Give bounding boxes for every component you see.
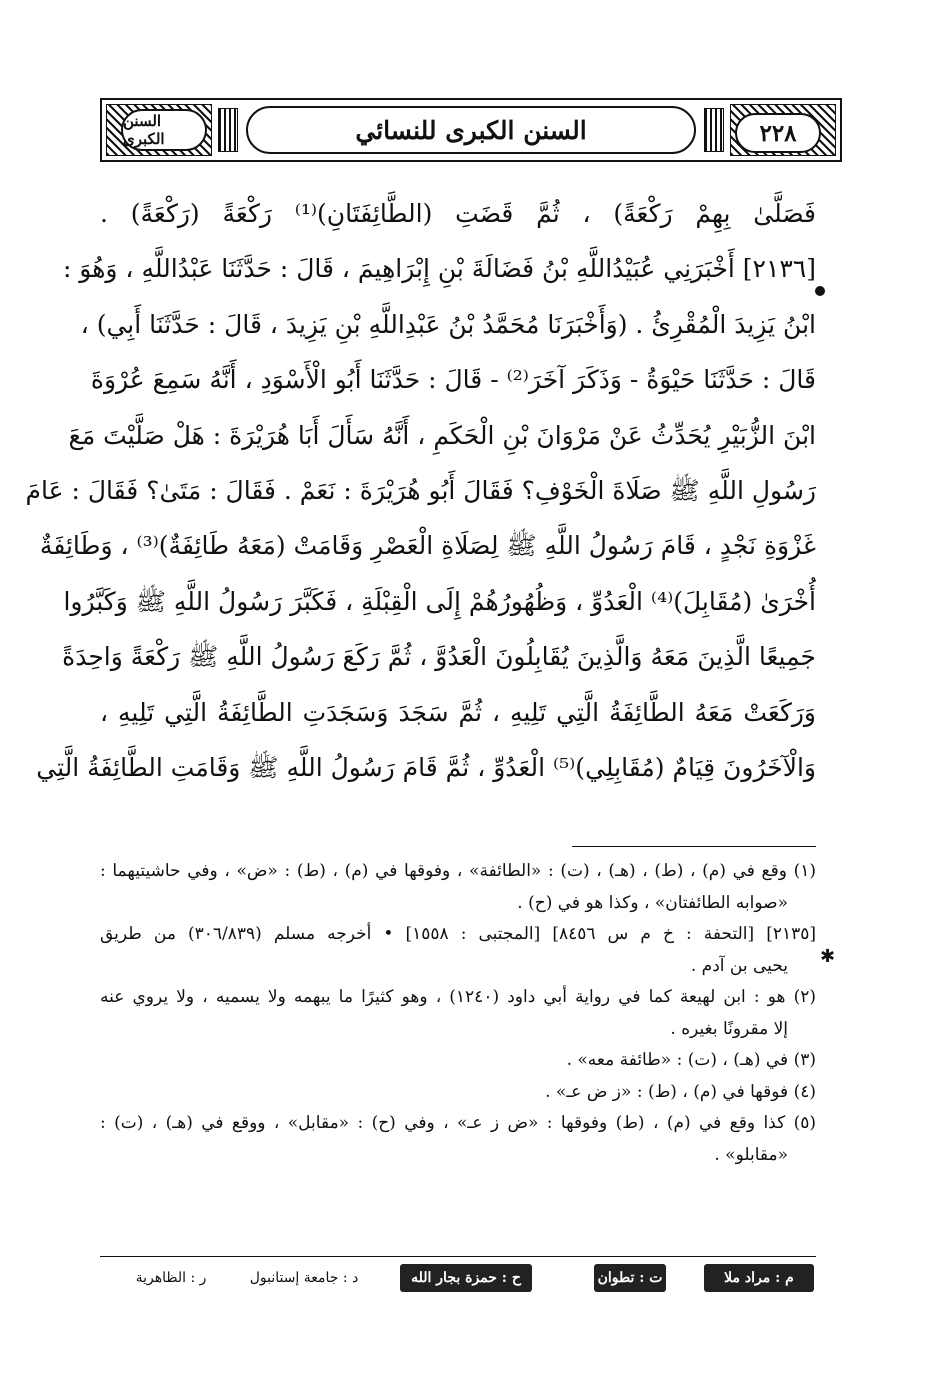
book-logo: السنن الكبرى [121,109,207,151]
text-line: قَالَ : حَدَّثَنَا حَيْوَةُ - وَذَكَرَ آخَرَ⁽²⁾ - قَالَ : حَدَّثَنَا أَبُو الْأَسْوَدِ ، أَنَّهُ سَمِعَ عُرْوَةَ [90,365,816,395]
text-line: غَزْوَةِ نَجْدٍ ، قَامَ رَسُولُ اللَّهِ ﷺ لِصَلَاةِ الْعَصْرِ وَقَامَتْ (مَعَهُ طَائِفَةٌ)⁽³⁾ ، وَطَائِفَةٌ [39,531,816,561]
sigla-tag: ح : حمزة بجار الله [400,1264,532,1292]
sigla-separator [100,1256,816,1257]
footnote-line: (٥) كذا وقع في (م) ، (ط) وفوقها : «ض ز عـ» ، وفي (ح) : «مقابل» ، ووقع في (هـ) ، (ت) : [100,1113,816,1133]
text-line: فَصَلَّىٰ بِهِمْ رَكْعَةً) ، ثُمَّ قَضَتِ (الطَّائِفَتَانِ)⁽¹⁾ رَكْعَةً (رَكْعَةً) . [100,199,817,228]
text-line: [٢١٣٦] أَخْبَرَنِي عُبَيْدُاللَّهِ بْنُ فَضَالَةَ بْنِ إِبْرَاهِيمَ ، قَالَ : حَدَّثَنَا عَبْدُاللَّهِ ، وَهُوَ : [62,254,816,284]
footnote-line: (٤) فوقها في (م) ، (ط) : «ز ض عـ» . [545,1081,816,1102]
footnote-line: «صوابه الطائفتان» ، وكذا هو في (ح) . [517,892,788,913]
hadith-bullet [815,286,825,296]
footnote-line: (٢) هو : ابن لهيعة كما في رواية أبي داود (١٢٤٠) ، وهو كثيرًا ما يبهمه ولا يسميه ، ولا يروي عنه [100,987,816,1007]
asterisk-icon: ✱ [820,946,836,967]
footnote-line: يحيى بن آدم . [690,955,788,976]
text-line: رَسُولِ اللَّهِ ﷺ صَلَاةَ الْخَوْفِ؟ فَقَالَ أَبُو هُرَيْرَةَ : نَعَمْ . فَقَالَ : مَتَىٰ؟ فَقَالَ : عَامَ [25,475,816,505]
running-title: السنن الكبرى للنسائي [246,106,696,154]
page-number: ٢٢٨ [735,113,821,153]
text-line: جَمِيعًا الَّذِينَ مَعَهُ وَالَّذِينَ يُقَابِلُونَ الْعَدُوَّ ، ثُمَّ رَكَعَ رَسُولُ اللَّهِ ﷺ رَكْعَةً وَاحِدَةً [62,642,816,672]
sigla-tag: ت : تطوان [594,1264,666,1292]
sigla-tag: م : مراد ملا [704,1264,814,1292]
footnote-line: (١) وقع في (م) ، (ط) ، (هـ) ، (ت) : «الطائفة» ، وفوقها في (م) ، (ط) : «ض» ، وفي حاشيتيهما : [100,861,816,881]
header-ornament-right [730,104,836,156]
page-header [100,98,842,162]
main-text [25,186,817,795]
footnote-line: إلا مقرونًا بغيره . [670,1018,788,1039]
sigla-tag: د : جامعة إستانبول [249,1270,359,1286]
header-ornament-left [106,104,212,156]
text-line: ابْنَ الزُّبَيْرِ يُحَدِّثُ عَنْ مَرْوَانَ بْنِ الْحَكَمِ ، أَنَّهُ سَأَلَ أَبَا هُرَيْرَةَ : هَلْ صَلَّيْتَ مَعَ [68,420,816,450]
footnote-separator [572,846,816,847]
text-line: أُخْرَىٰ (مُقَابِلَ)⁽⁴⁾ الْعَدُوِّ ، وَظُهُورُهُمْ إِلَى الْقِبْلَةِ ، فَكَبَّرَ رَسُولُ اللَّهِ ﷺ وَكَبَّرُوا [63,586,816,616]
text-line: وَرَكَعَتْ مَعَهُ الطَّائِفَةُ الَّتِي تَلِيهِ ، ثُمَّ سَجَدَ وَسَجَدَتِ الطَّائِفَةُ الَّتِي تَلِيهِ ، [100,697,816,727]
footnote-line: «مقابلو» . [714,1144,788,1165]
footnote-line: (٣) في (هـ) ، (ت) : «طائفة معه» . [566,1050,816,1070]
text-line: ابْنُ يَزِيدَ الْمُقْرِئُ . (وَأَخْبَرَنَا مُحَمَّدُ بْنُ عَبْدِاللَّهِ بْنِ يَزِيدَ ، قَالَ : حَدَّثَنَا أَبِي) ، [80,309,816,339]
header-divider-left [218,108,238,152]
sigla-tag: ر : الظاهرية [135,1270,207,1286]
footnotes [100,856,816,1171]
footnote-line: [٢١٣٥] [التحفة : خ م س ٨٤٥٦] [المجتبى : ١٥٥٨] • أخرجه مسلم (٣٠٦/٨٣٩) من طريق [100,924,816,944]
header-divider-right [704,108,724,152]
text-line: وَالْآخَرُونَ قِيَامٌ (مُقَابِلِي)⁽⁵⁾ الْعَدُوِّ ، ثُمَّ قَامَ رَسُولُ اللَّهِ ﷺ وَقَامَتِ الطَّائِفَةُ الَّتِي [36,752,816,782]
